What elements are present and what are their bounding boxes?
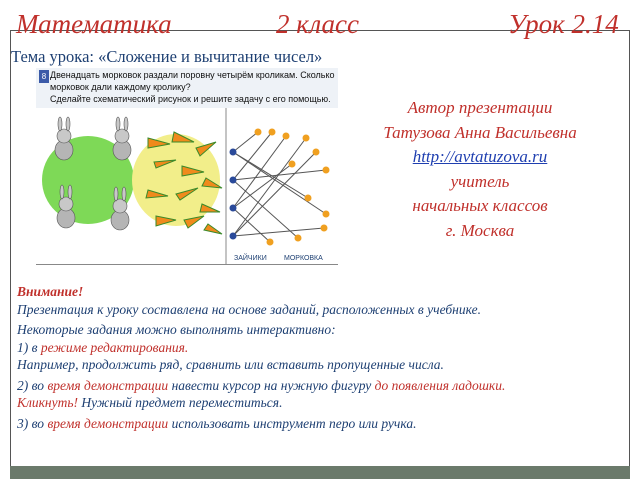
note-item2-result: Нужный предмет переместиться. xyxy=(78,395,283,410)
note-item2-mode: время демонстрации xyxy=(47,377,169,393)
author-heading: Автор презентации xyxy=(407,98,553,117)
instructions-block xyxy=(17,283,617,435)
textbook-exercise-image xyxy=(36,68,338,265)
note-item2-action: навести курсор на нужную фигуру xyxy=(168,377,375,393)
exercise-illustration xyxy=(36,108,338,264)
note-item3-action: использовать инструмент перо или ручка. xyxy=(168,415,417,431)
note-item2-prefix: 2) во xyxy=(17,377,48,393)
carrots-label: МОРКОВКА xyxy=(284,255,323,262)
exercise-text xyxy=(50,69,335,105)
author-city: г. Москва xyxy=(445,220,515,240)
rabbit-dots xyxy=(230,149,237,240)
matching-lines xyxy=(233,132,326,242)
attention-label: Внимание! xyxy=(17,284,84,299)
author-name: Татузова Анна Васильевна xyxy=(383,122,577,142)
note-item1-example: Например, продолжить ряд, сравнить или вставить пропущенные числа. xyxy=(17,357,444,372)
exercise-text-line3: Сделайте схематический рисунок и решите задачу с его помощью. xyxy=(50,94,331,104)
note-item3-mode: время демонстрации xyxy=(47,415,169,431)
bottom-band xyxy=(10,466,630,479)
exercise-number: 8 xyxy=(39,70,49,83)
lesson-topic: Тема урока: «Сложение и вычитание чисел» xyxy=(11,47,323,66)
note-interactive-intro: Некоторые задания можно выполнять интерактивно: xyxy=(17,322,336,337)
author-role-detail: начальных классов xyxy=(412,196,548,215)
rabbit-icon xyxy=(55,117,73,160)
author-block xyxy=(340,96,620,243)
author-website-link[interactable]: http://avtatuzova.ru xyxy=(412,147,548,166)
grade-title: 2 класс xyxy=(276,9,359,39)
rabbit-icon xyxy=(113,117,131,160)
note-source: Презентация к уроку составлена на основе заданий, расположенных в учебнике. xyxy=(17,301,481,317)
lesson-number: Урок 2.14 xyxy=(508,9,619,39)
author-role: учитель xyxy=(450,171,510,191)
note-item1-prefix: 1) в xyxy=(17,339,41,355)
note-item2-until: до появления ладошки. xyxy=(374,377,506,393)
carrot-dots xyxy=(255,129,330,246)
rabbits-label: ЗАЙЧИКИ xyxy=(234,255,267,262)
exercise-header xyxy=(36,68,338,108)
note-item1-mode: режиме редактирования. xyxy=(40,339,189,355)
note-item3-prefix: 3) во xyxy=(17,415,48,431)
subject-title: Математика xyxy=(16,9,172,39)
exercise-text-line2: морковок дали каждому кролику? xyxy=(50,82,191,92)
note-item2-click: Кликнуть! xyxy=(17,395,78,410)
exercise-text-line1: Двенадцать морковок раздали поровну четырём кроликам. Сколько xyxy=(50,70,335,80)
